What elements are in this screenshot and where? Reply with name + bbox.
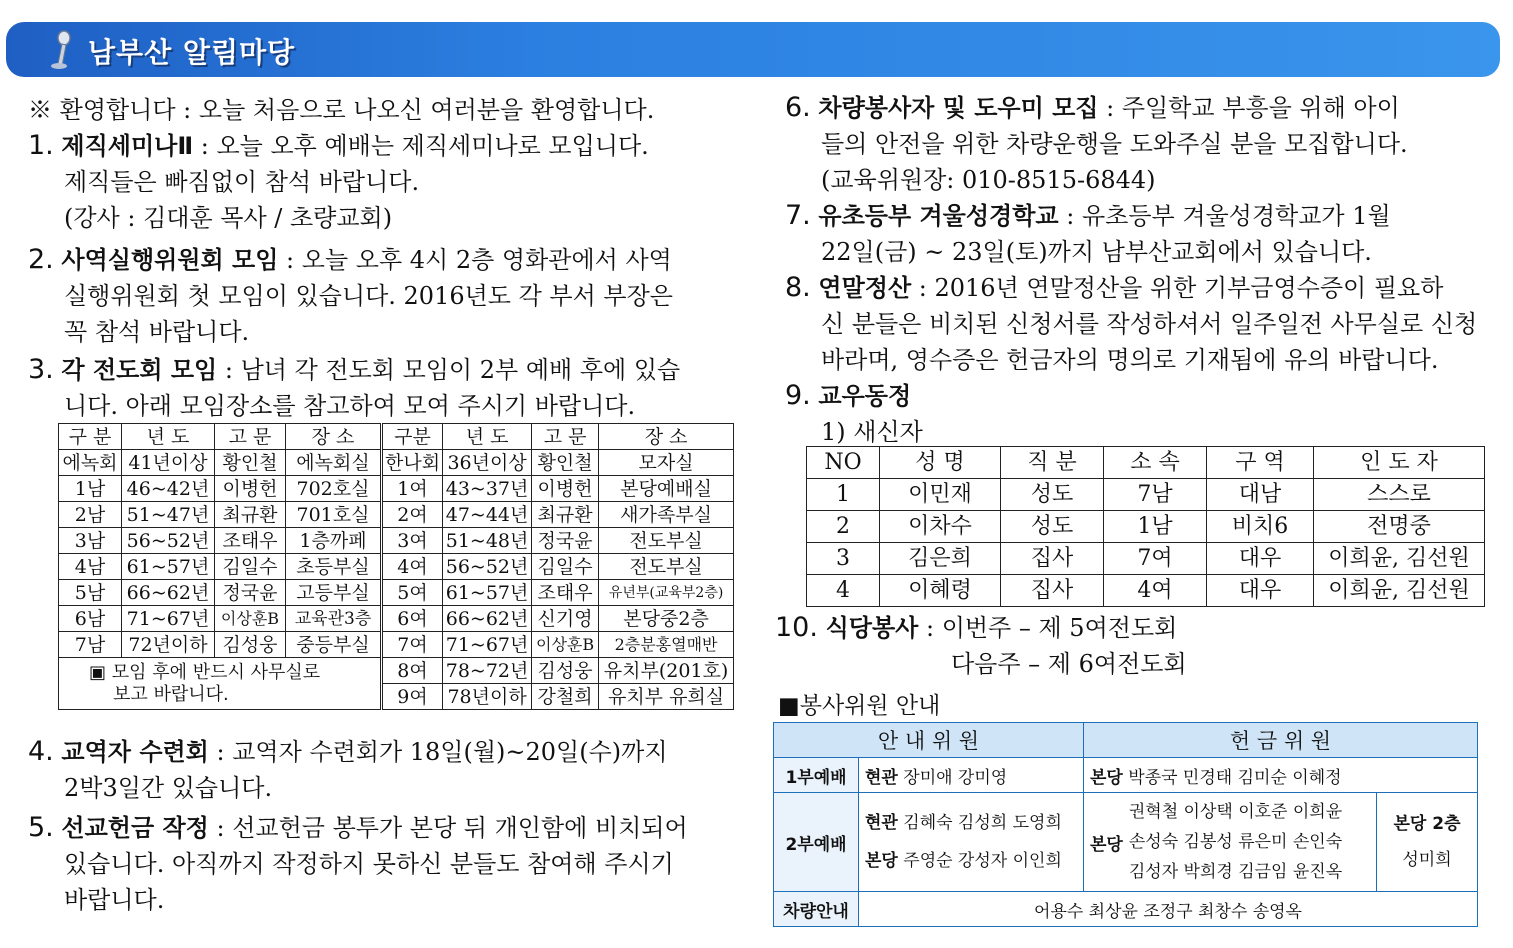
- table-cell: 7남: [1104, 479, 1207, 511]
- item-text: (강사 : 김대훈 목사 / 초량교회): [64, 204, 393, 232]
- names: 주영순 강성자 이인희: [903, 851, 1062, 871]
- item-number: 2.: [28, 244, 54, 275]
- announcement-4: [28, 734, 668, 806]
- table-cell: 대우: [1207, 575, 1314, 607]
- table-cell: 7여: [1104, 543, 1207, 575]
- table-cell: 1남: [59, 476, 122, 502]
- note-text: 보고 바랍니다.: [113, 683, 229, 705]
- row-header: 1부예배: [774, 758, 859, 793]
- table-cell: 5여: [382, 580, 443, 606]
- column-header: 구분: [382, 424, 443, 450]
- item-text: : 이번주 – 제 5여전도회: [918, 614, 1178, 642]
- table-cell: 에녹회: [59, 450, 122, 476]
- table-cell: [1084, 793, 1377, 892]
- table-cell: 1: [807, 479, 880, 511]
- location-label: 본당: [865, 851, 898, 871]
- location-label: 본당 2층: [1393, 814, 1461, 834]
- announcement-6: [785, 90, 1408, 198]
- names: 박종국 민경태 김미순 이혜정: [1128, 767, 1342, 788]
- item-title: 각 전도회 모임: [61, 356, 218, 384]
- table-cell: 김은희: [880, 543, 1001, 575]
- table-cell: 78~72년: [443, 658, 532, 684]
- table-cell: 36년이상: [443, 450, 532, 476]
- item-text: 바라며, 영수증은 헌금자의 명의로 기재됨에 유의 바랍니다.: [821, 346, 1439, 374]
- item-text: 신 분들은 비치된 신청서를 작성하셔서 일주일전 사무실로 신청: [821, 310, 1478, 338]
- table-cell: 전도부실: [599, 554, 734, 580]
- table-row: [807, 479, 1485, 511]
- item-text: : 유초등부 겨울성경학교가 1월: [1058, 202, 1391, 230]
- table-cell: 모자실: [599, 450, 734, 476]
- microphone-icon: [46, 30, 76, 70]
- column-header: 직 분: [1001, 447, 1104, 479]
- table-cell: 교육관3층: [286, 606, 382, 632]
- column-header: 년 도: [122, 424, 215, 450]
- table-cell: 에녹회실: [286, 450, 382, 476]
- note-text: ▣ 모임 후에 반드시 사무실로: [89, 661, 321, 683]
- table-cell: 집사: [1001, 575, 1104, 607]
- item-number: 4.: [28, 736, 54, 767]
- table-cell: 43~37년: [443, 476, 532, 502]
- column-header: 소 속: [1104, 447, 1207, 479]
- table-cell: 집사: [1001, 543, 1104, 575]
- table-cell: 56~52년: [443, 554, 532, 580]
- table-row: [59, 476, 734, 502]
- announcement-9: [785, 378, 923, 450]
- table-cell: 4: [807, 575, 880, 607]
- table-cell: 김일수: [215, 554, 286, 580]
- table-cell: 대우: [1207, 543, 1314, 575]
- table-cell: 본당중2층: [599, 606, 734, 632]
- column-header: 고 문: [532, 424, 599, 450]
- column-header: 구 분: [59, 424, 122, 450]
- table-cell: 본당예배실: [599, 476, 734, 502]
- table-cell: 황인철: [215, 450, 286, 476]
- table-row: [59, 528, 734, 554]
- item-title: 연말정산: [818, 274, 912, 302]
- announcement-3: [28, 352, 680, 424]
- table-cell: 전명중: [1314, 511, 1485, 543]
- column-header: 장 소: [286, 424, 382, 450]
- table-cell: 이혜령: [880, 575, 1001, 607]
- table-cell: [1084, 758, 1478, 793]
- table-header-row: [774, 723, 1478, 758]
- table-cell: 최규환: [532, 502, 599, 528]
- table-cell: 61~57년: [122, 554, 215, 580]
- item-title: 교우동정: [818, 382, 912, 410]
- table-cell: 이병헌: [532, 476, 599, 502]
- table-cell: 7남: [59, 632, 122, 658]
- item-text: : 2016년 연말정산을 위한 기부금영수증이 필요하: [911, 274, 1444, 302]
- item-text: : 남녀 각 전도회 모임이 2부 예배 후에 있습: [217, 356, 681, 384]
- row-header: 차량안내: [774, 892, 859, 927]
- table-header-row: [59, 424, 734, 450]
- column-header: 안 내 위 원: [774, 723, 1084, 758]
- table-cell: 정국윤: [532, 528, 599, 554]
- table-cell: 이민재: [880, 479, 1001, 511]
- table-cell: 4여: [382, 554, 443, 580]
- table-cell: 전도부실: [599, 528, 734, 554]
- item-number: 5.: [28, 812, 54, 843]
- item-title: 사역실행위원회 모임: [61, 246, 279, 274]
- item-text: 제직들은 빠짐없이 참석 바랍니다.: [64, 168, 420, 196]
- names: 권혁철 이상택 이호준 이희윤: [1128, 802, 1343, 822]
- column-header: 장 소: [599, 424, 734, 450]
- table-cell: 이상훈B: [215, 606, 286, 632]
- item-title: 유초등부 겨울성경학교: [818, 202, 1059, 230]
- item-number: 6.: [785, 92, 811, 123]
- table-row: [59, 632, 734, 658]
- item-text: 22일(금) ~ 23일(토)까지 남부산교회에서 있습니다.: [821, 238, 1372, 266]
- item-title: 교역자 수련회: [61, 738, 209, 766]
- table-cell: 황인철: [532, 450, 599, 476]
- location-label: 현관: [865, 813, 898, 833]
- table-cell: 유년부(교육부2층): [599, 580, 734, 606]
- table-row: [59, 580, 734, 606]
- table-row: [59, 450, 734, 476]
- table-cell: 2여: [382, 502, 443, 528]
- table-cell: 71~67년: [443, 632, 532, 658]
- table-cell: 비치6: [1207, 511, 1314, 543]
- table-cell: 성도: [1001, 511, 1104, 543]
- table-cell: 51~48년: [443, 528, 532, 554]
- table-cell: [859, 793, 1084, 892]
- announcement-1: [28, 128, 649, 236]
- table-cell: 김성웅: [532, 658, 599, 684]
- names: 김성자 박희경 김금임 윤진옥: [1128, 862, 1343, 882]
- table-cell: 2남: [59, 502, 122, 528]
- item-text: 실행위원회 첫 모임이 있습니다. 2016년도 각 부서 부장은: [64, 282, 673, 310]
- announcement-10: [775, 610, 1187, 682]
- table-cell: 이희윤, 김선원: [1314, 575, 1485, 607]
- table-cell: 72년이하: [122, 632, 215, 658]
- table-cell: 이희윤, 김선원: [1314, 543, 1485, 575]
- table-row: [774, 793, 1478, 892]
- announcement-7: [785, 198, 1391, 270]
- item-text: 바랍니다.: [64, 886, 165, 914]
- table-row: [59, 606, 734, 632]
- table-cell: 강철희: [532, 684, 599, 710]
- table-cell: 71~67년: [122, 606, 215, 632]
- table-cell: 41년이상: [122, 450, 215, 476]
- location-label: 본당: [1090, 767, 1123, 788]
- table-row: [59, 554, 734, 580]
- item-text: (교육위원장: 010-8515-6844): [821, 166, 1156, 194]
- item-title: 제직세미나Ⅱ: [61, 132, 194, 160]
- table-cell: 701호실: [286, 502, 382, 528]
- table-cell: 9여: [382, 684, 443, 710]
- names: 성미희: [1402, 850, 1452, 870]
- item-text: : 오늘 오후 예배는 제직세미나로 모입니다.: [193, 132, 649, 160]
- table-cell: 최규환: [215, 502, 286, 528]
- table-cell: 1남: [1104, 511, 1207, 543]
- table-cell: 6남: [59, 606, 122, 632]
- column-header: 헌 금 위 원: [1084, 723, 1478, 758]
- table-cell: 초등부실: [286, 554, 382, 580]
- meeting-place-table: [58, 423, 734, 710]
- meeting-note: [59, 658, 382, 710]
- item-title: 식당봉사: [825, 614, 919, 642]
- table-cell: 3: [807, 543, 880, 575]
- table-cell: 46~42년: [122, 476, 215, 502]
- service-section-label: ■봉사위원 안내: [778, 693, 941, 719]
- table-cell: [1377, 793, 1478, 892]
- table-cell: 김성웅: [215, 632, 286, 658]
- table-cell: 1층까페: [286, 528, 382, 554]
- table-cell: 조태우: [532, 580, 599, 606]
- location-label: 현관: [865, 767, 898, 788]
- item-text: 니다. 아래 모임장소를 참고하여 모여 주시기 바랍니다.: [64, 392, 636, 420]
- names: 김혜숙 김성희 도영희: [903, 813, 1062, 833]
- table-cell: 어용수 최상윤 조정구 최창수 송영옥: [859, 892, 1478, 927]
- column-header: 인 도 자: [1314, 447, 1485, 479]
- item-number: 7.: [785, 200, 811, 231]
- table-header-row: [807, 447, 1485, 479]
- table-cell: 이병헌: [215, 476, 286, 502]
- table-cell: 61~57년: [443, 580, 532, 606]
- item-number: 8.: [785, 272, 811, 303]
- table-cell: [859, 758, 1084, 793]
- table-cell: 8여: [382, 658, 443, 684]
- header-banner: [6, 22, 1500, 77]
- row-header: 2부예배: [774, 793, 859, 892]
- table-cell: 78년이하: [443, 684, 532, 710]
- table-cell: 정국윤: [215, 580, 286, 606]
- table-cell: 유치부 유희실: [599, 684, 734, 710]
- table-cell: 7여: [382, 632, 443, 658]
- item-title: 선교헌금 작정: [61, 814, 209, 842]
- table-cell: 2: [807, 511, 880, 543]
- table-cell: 대남: [1207, 479, 1314, 511]
- table-cell: 새가족부실: [599, 502, 734, 528]
- column-header: NO: [807, 447, 880, 479]
- table-row: [807, 575, 1485, 607]
- item-text: : 오늘 오후 4시 2층 영화관에서 사역: [278, 246, 672, 274]
- item-text: 꼭 참석 바랍니다.: [64, 318, 250, 346]
- table-cell: 중등부실: [286, 632, 382, 658]
- table-cell: 3여: [382, 528, 443, 554]
- table-cell: 이차수: [880, 511, 1001, 543]
- item-text: 1) 새신자: [821, 418, 923, 446]
- table-cell: 47~44년: [443, 502, 532, 528]
- table-cell: 6여: [382, 606, 443, 632]
- item-text: : 교역자 수련회가 18일(월)~20일(수)까지: [208, 738, 668, 766]
- table-cell: 한나회: [382, 450, 443, 476]
- item-number: 3.: [28, 354, 54, 385]
- table-cell: 김일수: [532, 554, 599, 580]
- table-cell: 스스로: [1314, 479, 1485, 511]
- table-cell: 702호실: [286, 476, 382, 502]
- item-text: 들의 안전을 위한 차량운행을 도와주실 분을 모집합니다.: [821, 130, 1408, 158]
- table-row: [807, 543, 1485, 575]
- table-cell: 4여: [1104, 575, 1207, 607]
- table-cell: 66~62년: [443, 606, 532, 632]
- item-text: : 선교헌금 봉투가 본당 뒤 개인함에 비치되어: [208, 814, 688, 842]
- page-title: 남부산 알림마당: [88, 36, 296, 69]
- table-cell: 2층분홍열매반: [599, 632, 734, 658]
- column-header: 년 도: [443, 424, 532, 450]
- location-label: 본당: [1090, 834, 1123, 855]
- table-row: [774, 892, 1478, 927]
- item-text: 다음주 – 제 6여전도회: [951, 650, 1187, 678]
- item-text: 2박3일간 있습니다.: [64, 774, 273, 802]
- table-cell: 3남: [59, 528, 122, 554]
- item-number: 1.: [28, 130, 54, 161]
- newcomer-table: [806, 446, 1485, 607]
- item-text: : 주일학교 부흥을 위해 아이: [1098, 94, 1400, 122]
- item-text: 있습니다. 아직까지 작정하지 못하신 분들도 참여해 주시기: [64, 850, 674, 878]
- names: 장미애 강미영: [903, 767, 1008, 788]
- item-number: 9.: [785, 380, 811, 411]
- table-cell: 신기영: [532, 606, 599, 632]
- item-number: 10.: [775, 612, 818, 643]
- table-cell: 조태우: [215, 528, 286, 554]
- table-cell: 66~62년: [122, 580, 215, 606]
- welcome-notice: ※ 환영합니다 : 오늘 처음으로 나오신 여러분을 환영합니다.: [28, 96, 655, 124]
- table-cell: 5남: [59, 580, 122, 606]
- announcement-2: [28, 242, 673, 350]
- table-cell: 이상훈B: [532, 632, 599, 658]
- table-cell: 고등부실: [286, 580, 382, 606]
- announcement-8: [785, 270, 1477, 378]
- table-cell: 유치부(201호): [599, 658, 734, 684]
- announcement-5: [28, 810, 688, 918]
- service-committee-table: [773, 722, 1478, 927]
- column-header: 구 역: [1207, 447, 1314, 479]
- item-title: 차량봉사자 및 도우미 모집: [818, 94, 1099, 122]
- column-header: 고 문: [215, 424, 286, 450]
- table-row: [59, 658, 734, 684]
- table-cell: 4남: [59, 554, 122, 580]
- table-cell: 51~47년: [122, 502, 215, 528]
- table-row: [807, 511, 1485, 543]
- names: 손성숙 김봉성 류은미 손인숙: [1128, 832, 1343, 852]
- column-header: 성 명: [880, 447, 1001, 479]
- table-cell: 1여: [382, 476, 443, 502]
- table-row: [59, 502, 734, 528]
- table-cell: 56~52년: [122, 528, 215, 554]
- table-row: [774, 758, 1478, 793]
- table-cell: 성도: [1001, 479, 1104, 511]
